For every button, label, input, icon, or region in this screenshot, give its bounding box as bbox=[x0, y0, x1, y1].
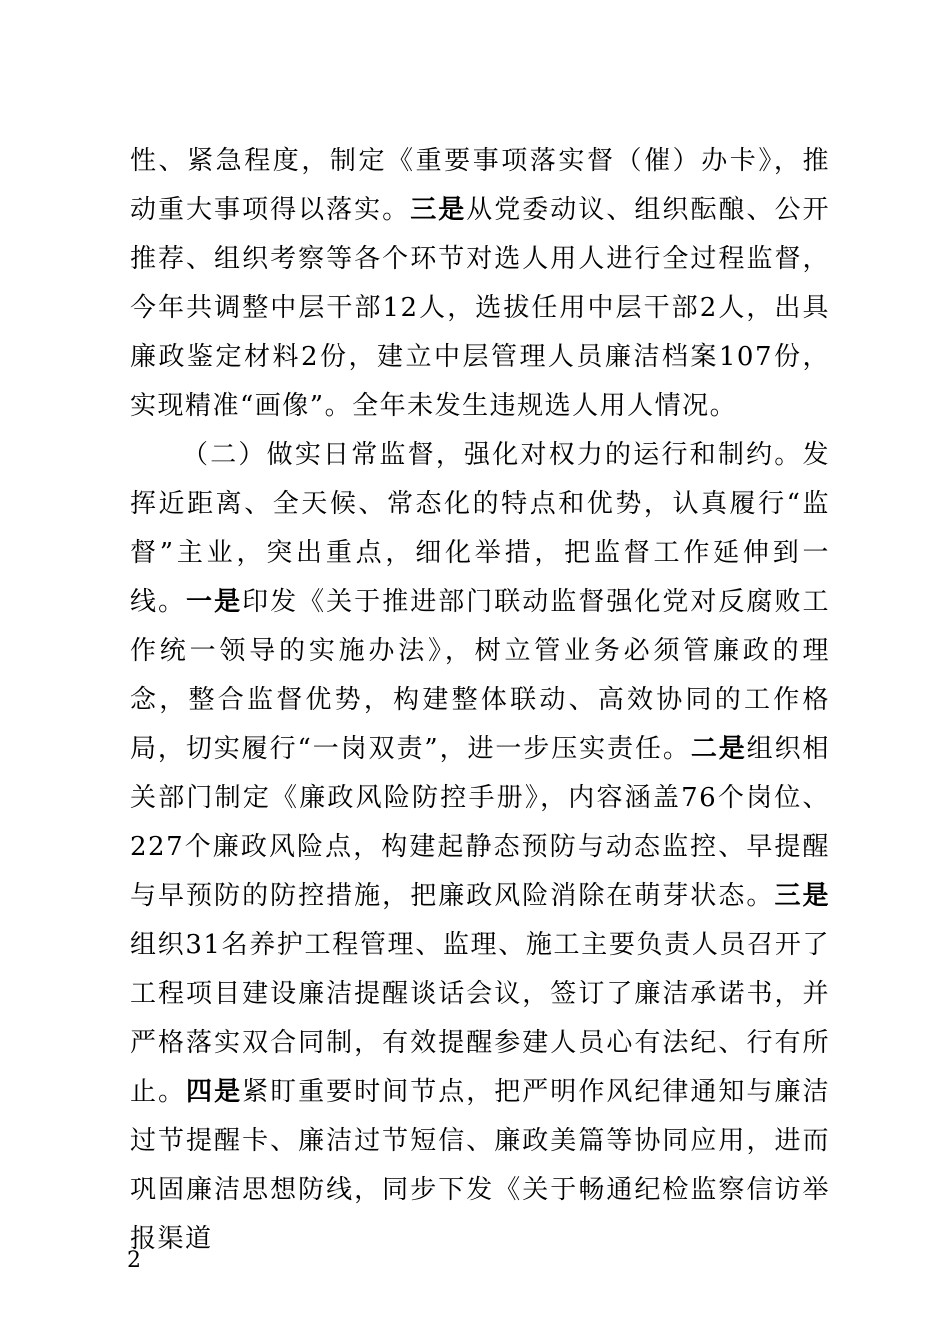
text-run-bold: 三是 bbox=[410, 195, 467, 225]
body-text bbox=[130, 137, 830, 1264]
text-run: 性、紧急程度，制定《重要事项落实督（催）办卡》，推动重大事项得以落实。 bbox=[130, 146, 830, 225]
text-run-bold: 四是 bbox=[186, 1077, 243, 1107]
text-run: 印发《关于推进部门联动监督强化党对反腐败工作统一领导的实施办法》，树立管业务必须管廉政的理念，整合监督优势，构建整体联动、高效协同的工作格局，切实履行“一岗双责”，进一步压实责任。 bbox=[130, 587, 830, 764]
page-number: 2 bbox=[127, 1248, 141, 1273]
paragraph-1 bbox=[130, 137, 830, 431]
paragraph-2 bbox=[130, 431, 830, 1264]
text-run-bold: 三是 bbox=[774, 881, 830, 911]
text-run: 组织31名养护工程管理、监理、施工主要负责人员召开了工程项目建设廉洁提醒谈话会议，签订了廉洁承诺书，并严格落实双合同制，有效提醒参建人员心有法纪、行有所止。 bbox=[130, 930, 830, 1107]
text-run: （二）做实日常监督，强化对权力的运行和制约。发挥近距离、全天候、常态化的特点和优势，认真履行“监督”主业，突出重点，细化举措，把监督工作延伸到一线。 bbox=[130, 440, 830, 617]
text-run-bold: 一是 bbox=[186, 587, 243, 617]
text-run-bold: 二是 bbox=[690, 734, 747, 764]
text-run: 从党委动议、组织酝酿、公开推荐、组织考察等各个环节对选人用人进行全过程监督，今年共调整中层干部12人，选拔任用中层干部2人，出具廉政鉴定材料2份，建立中层管理人员廉洁档案107份，实现精准“画像”。全年未发生违规选人用人情况。 bbox=[130, 195, 830, 421]
text-run: 组织相关部门制定《廉政风险防控手册》，内容涵盖76个岗位、227个廉政风险点，构建起静态预防与动态监控、早提醒与早预防的防控措施，把廉政风险消除在萌芽状态。 bbox=[130, 734, 830, 911]
text-run: 紧盯重要时间节点，把严明作风纪律通知与廉洁过节提醒卡、廉洁过节短信、廉政美篇等协同应用，进而巩固廉洁思想防线，同步下发《关于畅通纪检监察信访举报渠道 bbox=[130, 1077, 830, 1254]
